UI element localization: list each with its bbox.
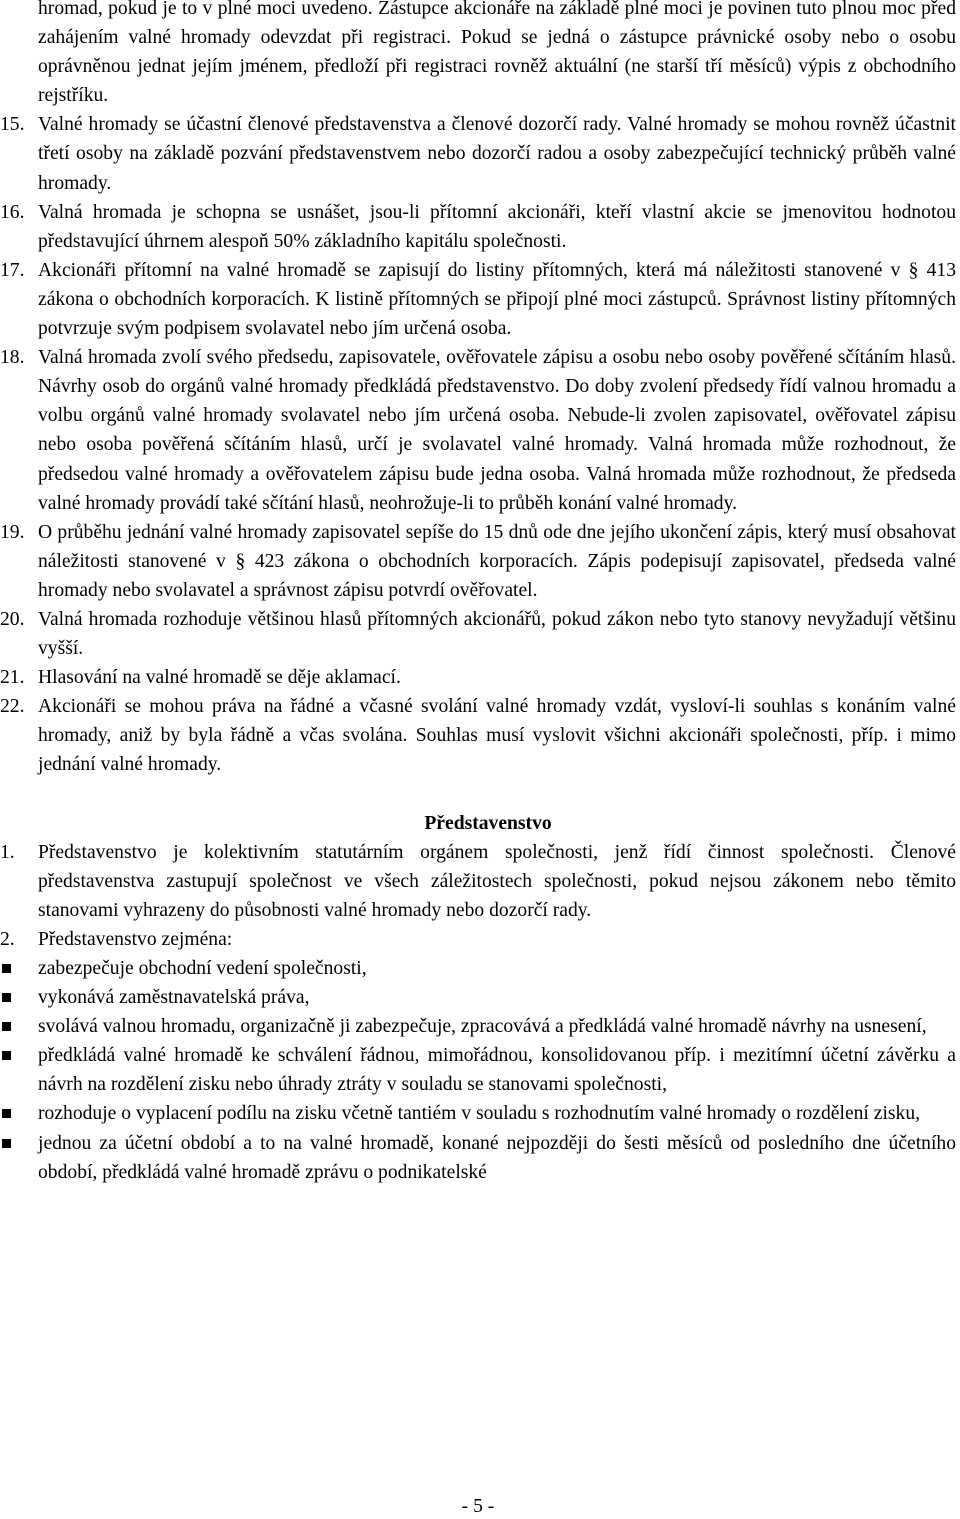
bullet-text: předkládá valné hromadě ke schválení řádnou, mimořádnou, konsolidovanou příp. i mezitímní účetní závěrku a návrh na rozdělení zisku nebo úhrady ztráty v souladu se stanovami společnosti, bbox=[38, 1045, 956, 1096]
numbered-item-15 bbox=[0, 110, 956, 197]
numbered-item-22 bbox=[0, 692, 956, 779]
numbered-item-17 bbox=[0, 256, 956, 343]
item-number: 19. bbox=[0, 521, 25, 543]
item-number: 15. bbox=[0, 114, 25, 136]
square-bullet-icon bbox=[2, 964, 11, 973]
board-item-1 bbox=[0, 838, 956, 925]
item-text: Představenstvo je kolektivním statutárním orgánem společnosti, jenž řídí činnost společnosti. Členové představenstva zastupují společnost ve všech záležitostech společnosti, pokud nejsou zákonem nebo těmito stanovami vyhrazeny do působnosti valné hromady nebo dozorčí rady. bbox=[38, 841, 956, 921]
item-number: 22. bbox=[0, 696, 25, 718]
item-text: Valná hromada zvolí svého předsedu, zapisovatele, ověřovatele zápisu a osobu nebo osoby pověřené sčítáním hlasů. Návrhy osob do orgánů valné hromady předkládá představenstvo. Do doby zvolení předsedy řídí valnou hromadu a volbu orgánů valné hromady svolavatel nebo jím určená osoba. Nebude-li zvolen zapisovatel, ověřovatel zápisu nebo osoba pověřená sčítáním hlasů, určí je svolavatel valné hromady. Valná hromada může rozhodnout, že předsedou valné hromady a ověřovatelem zápisu bude jedna osoba. Valná hromada může rozhodnout, že předseda valné hromady provádí také sčítání hlasů, neohrožuje-li to průběh konání valné hromady. bbox=[38, 347, 956, 514]
square-bullet-icon bbox=[2, 993, 11, 1002]
item-number: 17. bbox=[0, 259, 25, 281]
item-number: 1. bbox=[0, 841, 15, 863]
item-number: 20. bbox=[0, 608, 25, 630]
item-text: Valná hromada rozhoduje většinou hlasů přítomných akcionářů, pokud zákon nebo tyto stanovy nevyžadují většinu vyšší. bbox=[38, 608, 956, 660]
board-item-2 bbox=[0, 925, 956, 954]
bullet-text: jednou za účetní období a to na valné hromadě, konané nejpozději do šesti měsíců od posledního dne účetního období, předkládá valné hromadě zprávu o podnikatelské bbox=[38, 1132, 956, 1183]
bullet-text: svolává valnou hromadu, organizačně ji zabezpečuje, zpracovává a předkládá valné hromadě návrhy na usnesení, bbox=[38, 1016, 927, 1038]
bullet-text: rozhoduje o vyplacení podílu na zisku včetně tantiém v souladu s rozhodnutím valné hromady o rozdělení zisku, bbox=[38, 1103, 921, 1125]
general-meeting-items bbox=[0, 110, 956, 779]
section-heading: Představenstvo bbox=[424, 812, 552, 834]
bullet-item bbox=[0, 1012, 956, 1041]
numbered-item-16 bbox=[0, 198, 956, 256]
bullet-item bbox=[0, 1129, 956, 1187]
page-number: - 5 - bbox=[461, 1496, 495, 1517]
bullet-text: vykonává zaměstnavatelská práva, bbox=[38, 987, 310, 1009]
item-text: Valná hromada je schopna se usnášet, jsou-li přítomní akcionáři, kteří vlastní akcie se jmenovitou hodnotou představující úhrnem alespoň 50% základního kapitálu společnosti. bbox=[38, 201, 956, 252]
square-bullet-icon bbox=[2, 1109, 11, 1118]
square-bullet-icon bbox=[2, 1022, 11, 1031]
section-spacer bbox=[0, 780, 956, 809]
item-number: 2. bbox=[0, 928, 15, 950]
item-text: Akcionáři přítomní na valné hromadě se zapisují do listiny přítomných, která má náležitosti stanovené v § 413 zákona o obchodních korporacích. K listině přítomných se připojí plné moci zástupců. Správnost listiny přítomných potvrzuje svým podpisem svolavatel nebo jím určená osoba. bbox=[38, 259, 956, 340]
numbered-item-18 bbox=[0, 343, 956, 518]
bullet-item bbox=[0, 1041, 956, 1099]
bullet-item bbox=[0, 983, 956, 1012]
item-number: 21. bbox=[0, 667, 25, 689]
item-text: Akcionáři se mohou práva na řádné a včasné svolání valné hromady vzdát, vysloví-li souhlas s konáním valné hromady, aniž by byla řádně a včas svolána. Souhlas musí vyslovit všichni akcionáři společnosti, příp. i mimo jednání valné hromady. bbox=[38, 696, 956, 776]
continued-paragraph: hromad, pokud je to v plné moci uvedeno. Zástupce akcionáře na základě plné moci je povinen tuto plnou moc před zahájením valné hromady odevzdat při registraci. Pokud se jedná o zástupce právnické osoby nebo o osobu oprávněnou jednat jejím jménem, předloží při registraci rovněž aktuální (ne starší tří měsíců) výpis z obchodního rejstříku. bbox=[38, 0, 956, 107]
item-text: Představenstvo zejména: bbox=[38, 928, 233, 950]
square-bullet-icon bbox=[2, 1051, 11, 1060]
item-text: O průběhu jednání valné hromady zapisovatel sepíše do 15 dnů ode dne jejího ukončení zápis, který musí obsahovat náležitosti stanovené v § 423 zákona o obchodních korporacích. Zápis podepisují zapisovatel, předseda valné hromady nebo svolavatel a správnost zápisu potvrdí ověřovatel. bbox=[38, 521, 956, 601]
item-number: 18. bbox=[0, 347, 25, 369]
numbered-item-21 bbox=[0, 663, 956, 692]
board-items bbox=[0, 838, 956, 954]
numbered-item-20 bbox=[0, 605, 956, 663]
item-text: Hlasování na valné hromadě se děje aklamací. bbox=[38, 667, 401, 689]
numbered-item-19 bbox=[0, 518, 956, 605]
bullet-text: zabezpečuje obchodní vedení společnosti, bbox=[38, 958, 367, 979]
square-bullet-icon bbox=[2, 1139, 11, 1148]
item-text: Valné hromady se účastní členové představenstva a členové dozorčí rady. Valné hromady se mohou rovněž účastnit třetí osoby na základě pozvání představenstvem nebo dozorčí radou a osoby zabezpečující technický průběh valné hromady. bbox=[38, 114, 956, 194]
item-number: 16. bbox=[0, 201, 25, 223]
bullet-item bbox=[0, 1099, 956, 1128]
bullet-item bbox=[0, 954, 956, 983]
board-duties-list bbox=[0, 954, 956, 1187]
